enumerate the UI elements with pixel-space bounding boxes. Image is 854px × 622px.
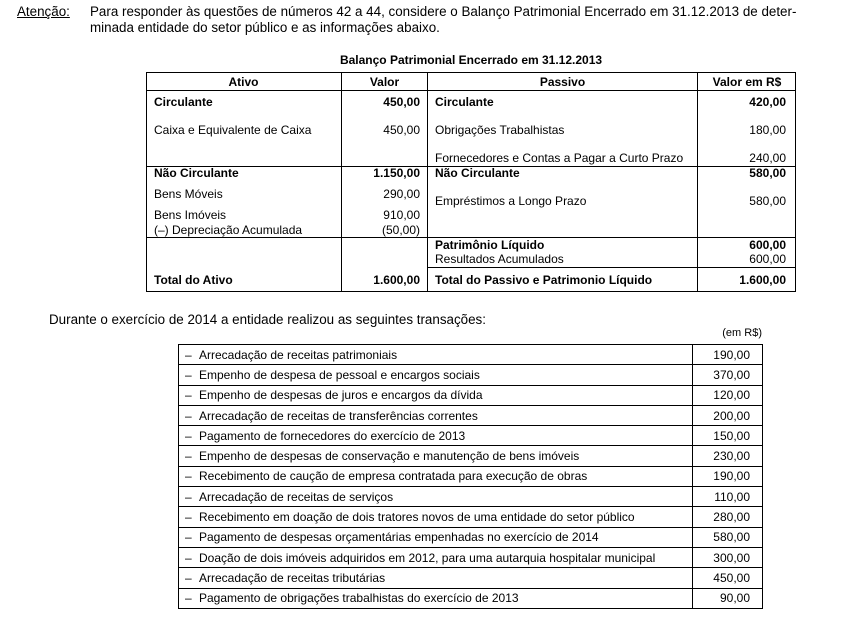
total-ativo-value: 1.600,00	[373, 273, 420, 287]
transaction-row	[179, 365, 763, 385]
column-divider	[427, 72, 428, 292]
transaction-value: 370,00	[693, 365, 763, 385]
passivo-nao-circulante-value: 580,00	[749, 166, 786, 180]
transaction-description: Pagamento de fornecedores do exercício de 2013	[199, 428, 466, 443]
transaction-description-cell	[179, 446, 693, 466]
transaction-value: 300,00	[693, 547, 763, 567]
transaction-row	[179, 487, 763, 507]
ativo-circulante-label: Circulante	[154, 95, 213, 109]
transaction-row	[179, 405, 763, 425]
transaction-value: 580,00	[693, 527, 763, 547]
balance-sheet-title: Balanço Patrimonial Encerrado em 31.12.2013	[339, 53, 603, 67]
bens-moveis-value: 290,00	[383, 187, 420, 201]
balance-sheet-table	[146, 72, 796, 292]
dash-bullet-icon: –	[185, 428, 192, 443]
pl-value: 600,00	[749, 238, 786, 252]
bens-moveis-label: Bens Móveis	[154, 187, 223, 201]
transaction-description: Empenho de despesas de juros e encargos da dívida	[199, 388, 483, 403]
resultados-value: 600,00	[749, 252, 786, 266]
passivo-nao-circulante-label: Não Circulante	[435, 166, 520, 180]
ativo-nao-circulante-value: 1.150,00	[373, 166, 420, 180]
transaction-row	[179, 547, 763, 567]
transaction-value: 190,00	[693, 466, 763, 486]
transaction-value: 200,00	[693, 405, 763, 425]
transaction-row	[179, 345, 763, 365]
transaction-row	[179, 466, 763, 486]
bens-imoveis-value: 910,00	[383, 208, 420, 222]
bens-imoveis-label: Bens Imóveis	[154, 208, 227, 222]
dash-bullet-icon: –	[185, 530, 192, 545]
transaction-description: Arrecadação de receitas patrimoniais	[199, 347, 398, 362]
transactions-table	[178, 344, 763, 609]
transaction-description: Empenho de despesa de pessoal e encargos sociais	[199, 367, 480, 382]
dash-bullet-icon: –	[185, 489, 192, 504]
obrigacoes-value: 180,00	[749, 123, 786, 137]
header-ativo: Ativo	[228, 75, 259, 89]
total-ativo-label: Total do Ativo	[154, 273, 233, 287]
passivo-circulante-label: Circulante	[435, 95, 494, 109]
transaction-description: Arrecadação de receitas tributárias	[199, 570, 386, 585]
attention-text-line-1: Para responder às questões de números 42 a 44, considere o Balanço Patrimonial Encerrado em 31.12.2013 de deter-	[90, 4, 797, 19]
transaction-description-cell	[179, 568, 693, 588]
row-divider	[427, 267, 796, 268]
emprestimos-label: Empréstimos a Longo Prazo	[435, 194, 587, 208]
total-passivo-value: 1.600,00	[739, 273, 786, 287]
dash-bullet-icon: –	[185, 510, 192, 525]
transaction-description: Doação de dois imóveis adquiridos em 2012, para uma autarquia hospitalar municipal	[199, 550, 656, 565]
dash-bullet-icon: –	[185, 388, 192, 403]
transaction-value: 110,00	[693, 487, 763, 507]
transaction-description-cell	[179, 466, 693, 486]
attention-text-line-2: minada entidade do setor público e as informações abaixo.	[90, 20, 440, 35]
transaction-description: Arrecadação de receitas de serviços	[199, 489, 394, 504]
dash-bullet-icon: –	[185, 469, 192, 484]
transaction-description-cell	[179, 547, 693, 567]
transaction-description-cell	[179, 588, 693, 608]
transaction-value: 450,00	[693, 568, 763, 588]
total-passivo-label: Total do Passivo e Patrimonio Líquido	[435, 273, 653, 287]
header-passivo: Passivo	[539, 75, 586, 89]
transaction-description: Pagamento de obrigações trabalhistas do exercício de 2013	[199, 591, 519, 606]
transaction-row	[179, 588, 763, 608]
transaction-description-cell	[179, 345, 693, 365]
transaction-row	[179, 568, 763, 588]
transaction-row	[179, 507, 763, 527]
unit-label: (em R$)	[722, 327, 762, 339]
dash-bullet-icon: –	[185, 449, 192, 464]
ativo-nao-circulante-label: Não Circulante	[154, 166, 239, 180]
transaction-description: Arrecadação de receitas de transferências correntes	[199, 408, 478, 423]
dash-bullet-icon: –	[185, 408, 192, 423]
fornecedores-label: Fornecedores e Contas a Pagar a Curto Prazo	[435, 151, 684, 165]
header-valor: Valor	[369, 75, 400, 89]
obrigacoes-label: Obrigações Trabalhistas	[435, 123, 565, 137]
dash-bullet-icon: –	[185, 591, 192, 606]
resultados-label: Resultados Acumulados	[435, 252, 564, 266]
transaction-value: 90,00	[693, 588, 763, 608]
attention-label: Atenção:	[17, 4, 70, 19]
dash-bullet-icon: –	[185, 347, 192, 362]
pl-label: Patrimônio Líquido	[435, 238, 545, 252]
transaction-value: 280,00	[693, 507, 763, 527]
transaction-description: Recebimento em doação de dois tratores novos de uma entidade do setor público	[199, 510, 635, 525]
transaction-description-cell	[179, 426, 693, 446]
caixa-label: Caixa e Equivalente de Caixa	[154, 123, 312, 137]
caixa-value: 450,00	[383, 123, 420, 137]
transaction-value: 120,00	[693, 385, 763, 405]
passivo-circulante-value: 420,00	[749, 95, 786, 109]
transaction-row	[179, 385, 763, 405]
depreciacao-value: (50,00)	[381, 223, 420, 237]
transaction-description: Empenho de despesas de conservação e manutenção de bens imóveis	[199, 449, 580, 464]
transaction-row	[179, 446, 763, 466]
transaction-description-cell	[179, 385, 693, 405]
header-divider	[146, 90, 796, 91]
transaction-row	[179, 426, 763, 446]
header-valor-rs: Valor em R$	[712, 75, 782, 89]
transaction-value: 190,00	[693, 345, 763, 365]
transaction-description-cell	[179, 405, 693, 425]
dash-bullet-icon: –	[185, 367, 192, 382]
transaction-description-cell	[179, 365, 693, 385]
ativo-circulante-value: 450,00	[383, 95, 420, 109]
transactions-intro: Durante o exercício de 2014 a entidade realizou as seguintes transações:	[49, 312, 486, 327]
transaction-description: Pagamento de despesas orçamentárias empenhadas no exercício de 2014	[199, 530, 599, 545]
transaction-value: 150,00	[693, 426, 763, 446]
depreciacao-label: (–) Depreciação Acumulada	[154, 223, 303, 237]
emprestimos-value: 580,00	[749, 194, 786, 208]
attention-text	[90, 4, 847, 36]
transaction-description: Recebimento de caução de empresa contratada para execução de obras	[199, 469, 588, 484]
transaction-value: 230,00	[693, 446, 763, 466]
dash-bullet-icon: –	[185, 570, 192, 585]
transaction-description-cell	[179, 487, 693, 507]
transaction-description-cell	[179, 507, 693, 527]
transaction-description-cell	[179, 527, 693, 547]
transaction-row	[179, 527, 763, 547]
dash-bullet-icon: –	[185, 550, 192, 565]
fornecedores-value: 240,00	[749, 151, 786, 165]
